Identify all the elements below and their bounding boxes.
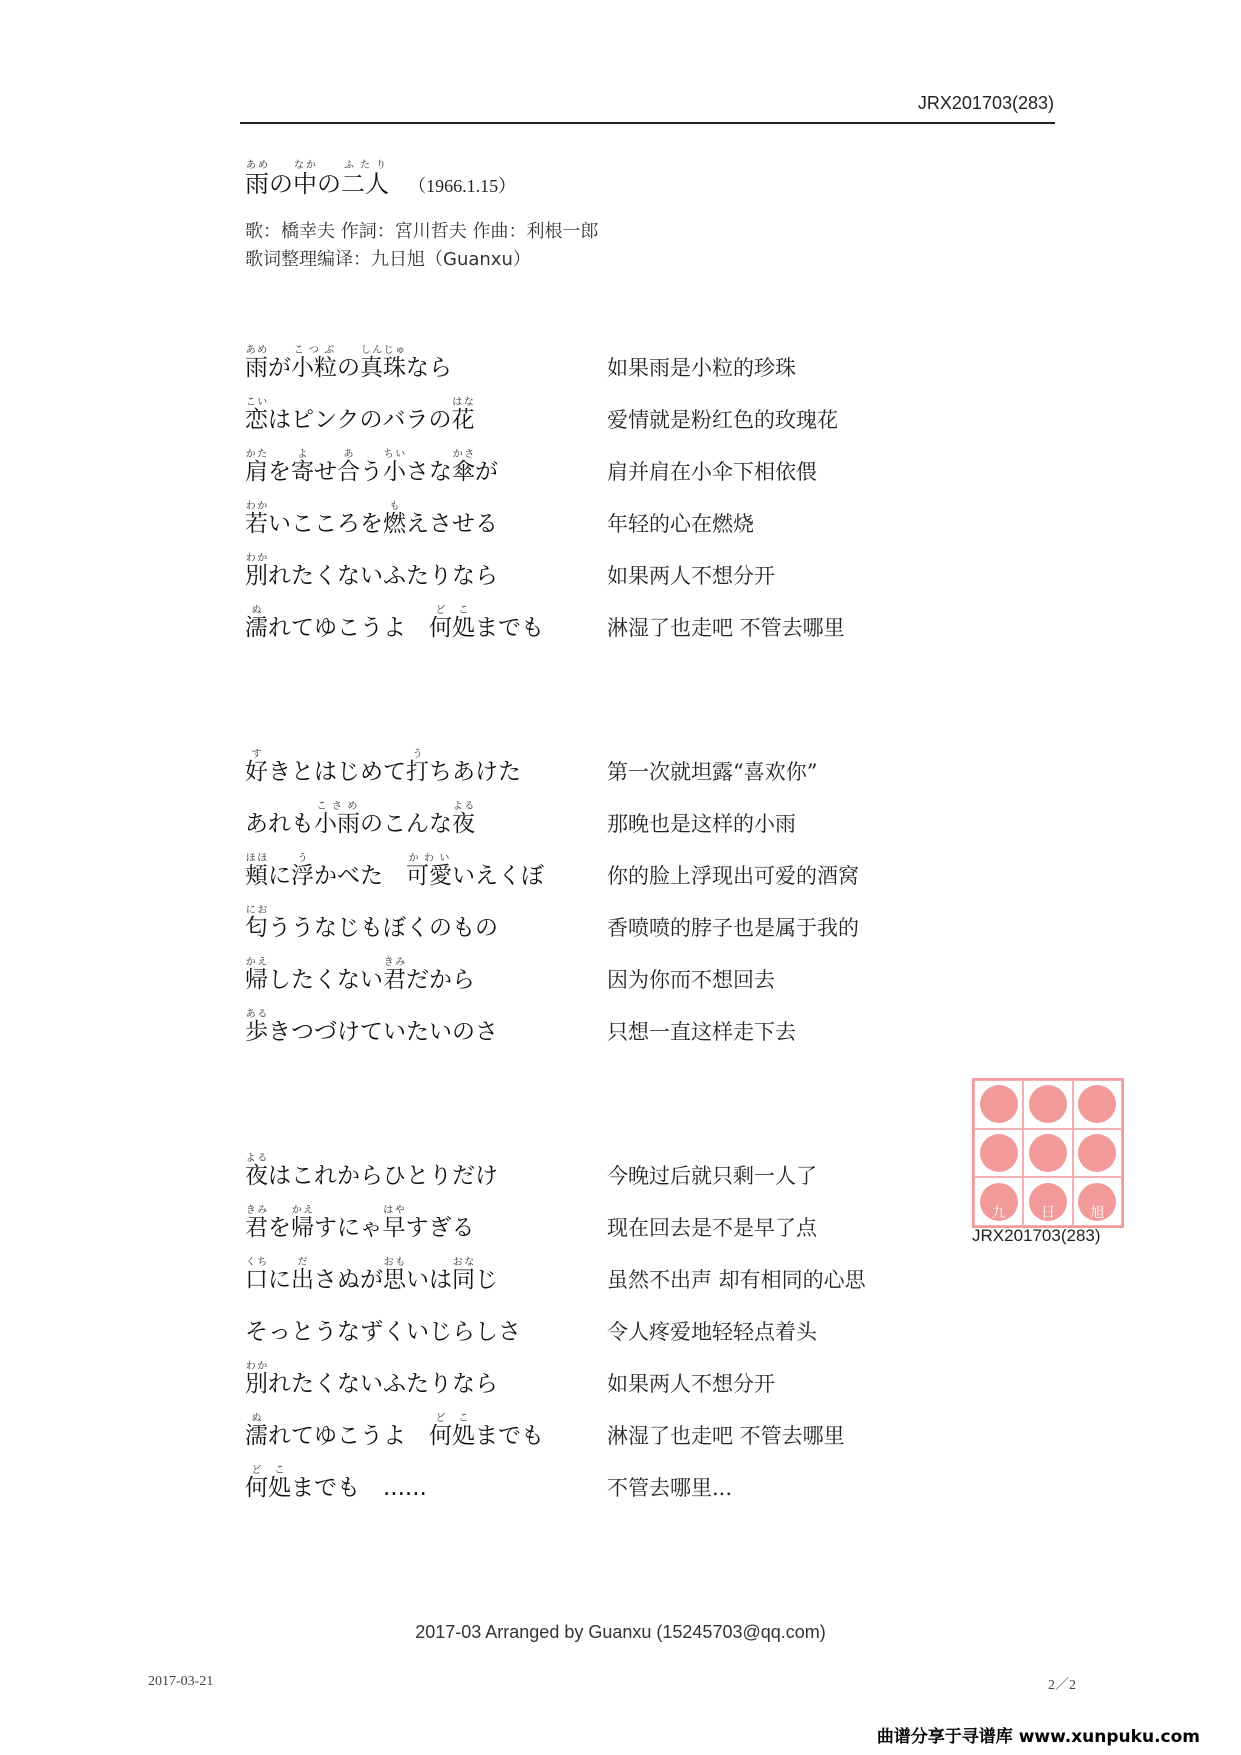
lyric-row (245, 1398, 945, 1450)
japanese-line: 別わかれたくないふたりなら (245, 553, 498, 589)
japanese-line: 君きみを帰かえすにゃ早はやすぎる (245, 1205, 475, 1241)
header-rule (240, 122, 1055, 124)
japanese-line: 好すきとはじめて打うちあけた (245, 749, 521, 785)
lyric-row (245, 382, 945, 434)
chinese-translation: 不管去哪里... (607, 1476, 733, 1500)
chinese-translation: 现在回去是不是早了点 (607, 1216, 817, 1240)
lyric-row (245, 1242, 945, 1294)
japanese-line: 濡ぬれてゆこうよ 何処どこまでも (245, 605, 544, 641)
chinese-translation: 令人疼爱地轻轻点着头 (607, 1320, 817, 1344)
lyric-row (245, 786, 945, 838)
release-date: （1966.1.15） (408, 176, 517, 196)
japanese-line: 夜よるはこれからひとりだけ (245, 1153, 498, 1189)
chinese-translation: 只想一直这样走下去 (607, 1020, 796, 1044)
chinese-translation: 第一次就坦露“喜欢你” (607, 760, 818, 784)
chinese-translation: 淋湿了也走吧 不管去哪里 (607, 616, 845, 640)
japanese-line: そっとうなずくいじらしさ (245, 1319, 521, 1345)
seal-stamp (972, 1078, 1124, 1228)
credits (245, 218, 598, 274)
lyric-row (245, 330, 945, 382)
lyric-row (245, 486, 945, 538)
seal-char: 日 (1040, 1205, 1055, 1221)
lyric-row (245, 890, 945, 942)
credits-line-2: 歌词整理编译：九日旭（Guanxu） (245, 249, 531, 270)
japanese-line: 雨あめが小粒こつぶの真珠しんじゅなら (245, 345, 452, 381)
footer-date: 2017-03-21 (148, 1674, 214, 1689)
chinese-translation: 淋湿了也走吧 不管去哪里 (607, 1424, 845, 1448)
chinese-translation: 你的脸上浮现出可爱的酒窝 (607, 864, 859, 888)
chinese-translation: 那晚也是这样的小雨 (607, 812, 796, 836)
lyric-row (245, 1294, 945, 1346)
lyric-row (245, 1190, 945, 1242)
chinese-translation: 香喷喷的脖子也是属于我的 (607, 916, 859, 940)
chinese-translation: 年轻的心在燃烧 (607, 512, 754, 536)
document-code: JRX201703(283) (917, 93, 1054, 113)
arranged-by-footer: 2017-03 Arranged by Guanxu (15245703@qq.com) (415, 1622, 826, 1642)
seal-code: JRX201703(283) (972, 1226, 1101, 1245)
japanese-line: 帰かえしたくない君きみだから (245, 957, 475, 993)
japanese-line: 口くちに出ださぬが思おもいは同おなじ (245, 1257, 498, 1293)
japanese-line: 匂におううなじもぼくのもの (245, 905, 498, 941)
lyric-row (245, 538, 945, 590)
song-title-block (245, 160, 516, 199)
chinese-translation: 爱情就是粉红色的玫瑰花 (607, 408, 838, 432)
lyric-row (245, 994, 945, 1046)
japanese-line: 何処どこまでも ...... (245, 1465, 427, 1501)
japanese-line: 肩かたを寄よせ合あう小ちいさな傘かさが (245, 449, 498, 485)
lyric-row (245, 942, 945, 994)
japanese-line: 恋こいはピンクのバラの花はな (245, 397, 475, 433)
chinese-translation: 肩并肩在小伞下相依偎 (607, 460, 817, 484)
japanese-line: 頬ほほに浮うかべた 可愛かわいいえくぼ (245, 853, 544, 889)
chinese-translation: 虽然不出声 却有相同的心思 (607, 1268, 866, 1292)
stanza-gap (245, 1046, 945, 1138)
lyric-row (245, 838, 945, 890)
japanese-line: 若わかいこころを燃もえさせる (245, 501, 498, 537)
stanza-gap (245, 642, 945, 734)
chinese-translation: 如果两人不想分开 (607, 1372, 775, 1396)
lyrics-body (245, 330, 945, 1502)
credits-line-1: 歌：橋幸夫 作詞：宮川哲夫 作曲：利根一郎 (245, 221, 599, 242)
chinese-translation: 因为你而不想回去 (607, 968, 775, 992)
site-watermark: 曲谱分享于寻谱库 www.xunpuku.com (876, 1727, 1200, 1747)
japanese-line: 濡ぬれてゆこうよ 何処どこまでも (245, 1413, 544, 1449)
japanese-line: あれも小雨こさめのこんな夜よる (245, 801, 475, 837)
lyric-row (245, 734, 945, 786)
seal-char: 九 (991, 1205, 1006, 1221)
chinese-translation: 如果两人不想分开 (607, 564, 775, 588)
lyric-row (245, 1346, 945, 1398)
lyric-row (245, 434, 945, 486)
japanese-line: 歩あるきつづけていたいのさ (245, 1009, 498, 1045)
page-number: 2／2 (1048, 1678, 1076, 1693)
chinese-translation: 今晚过后就只剩一人了 (607, 1164, 817, 1188)
song-title: 雨あめの中なかの二人ふたり (245, 160, 389, 198)
chinese-translation: 如果雨是小粒的珍珠 (607, 356, 796, 380)
seal-char: 旭 (1090, 1205, 1105, 1221)
lyric-row (245, 1138, 945, 1190)
lyric-row (245, 1450, 945, 1502)
japanese-line: 別わかれたくないふたりなら (245, 1361, 498, 1397)
lyric-row (245, 590, 945, 642)
